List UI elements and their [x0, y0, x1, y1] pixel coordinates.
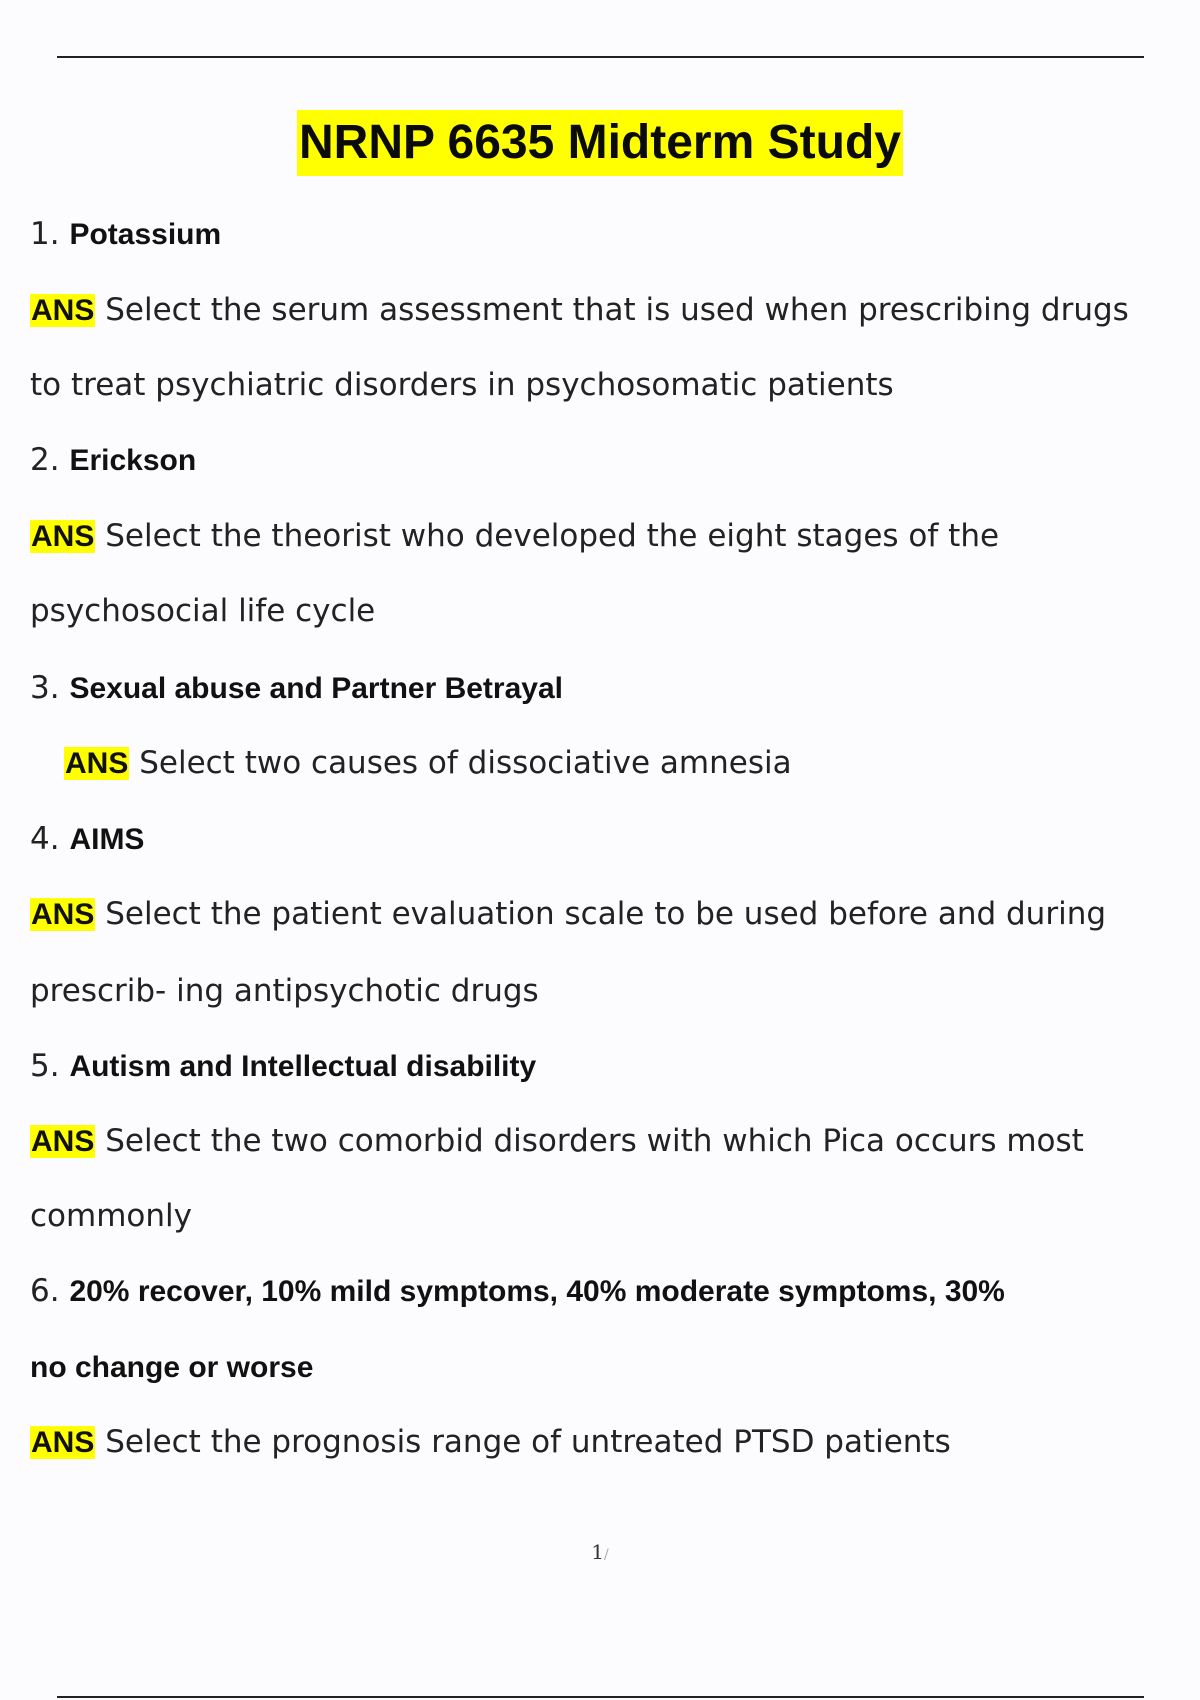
answer-text: Select the patient evaluation scale to be used before and during: [105, 896, 1107, 932]
answer-text: to treat psychiatric disorders in psychosomatic patients: [30, 367, 894, 403]
question-text: Potassium: [69, 218, 222, 251]
ans-highlight: ANS: [31, 520, 95, 553]
ans-highlight: ANS: [31, 294, 95, 327]
answer-1-line-2: [30, 365, 894, 405]
page-number-separator: /: [604, 1547, 609, 1563]
question-text: no change or worse: [30, 1351, 314, 1384]
footer-rule: [57, 1696, 1144, 1698]
question-4: [30, 819, 144, 860]
question-6-line-1: [30, 1271, 1005, 1312]
question-6-line-2: [30, 1347, 313, 1388]
question-2: [30, 440, 196, 481]
question-3: [30, 668, 563, 709]
answer-text: commonly: [30, 1198, 192, 1234]
answer-4-line-2: [30, 971, 539, 1011]
question-number: 2.: [30, 442, 60, 478]
question-text: Sexual abuse and Partner Betrayal: [69, 672, 563, 705]
question-number: 1.: [30, 216, 60, 252]
answer-2-line-2: [30, 591, 375, 631]
answer-1-line-1: [30, 290, 1129, 331]
question-text: Erickson: [69, 444, 197, 477]
question-number: 3.: [30, 670, 60, 706]
answer-text: Select the two comorbid disorders with which Pica occurs most: [105, 1123, 1084, 1159]
answer-text: Select the prognosis range of untreated PTSD patients: [105, 1424, 951, 1460]
question-text: 20% recover, 10% mild symptoms, 40% moderate symptoms, 30%: [69, 1275, 1005, 1308]
question-text: Autism and Intellectual disability: [69, 1050, 537, 1083]
question-number: 5.: [30, 1048, 60, 1084]
question-text: AIMS: [69, 823, 145, 856]
question-number: 4.: [30, 821, 60, 857]
page-number-value: 1: [591, 1540, 604, 1564]
header-rule: [57, 56, 1144, 58]
answer-2-line-1: [30, 516, 999, 557]
ans-highlight: ANS: [31, 1426, 95, 1459]
answer-text: psychosocial life cycle: [30, 593, 376, 629]
answer-5-line-1: [30, 1121, 1084, 1162]
answer-text: Select two causes of dissociative amnesia: [139, 745, 792, 781]
ans-highlight: ANS: [31, 1125, 95, 1158]
document-title: NRNP 6635 Midterm Study: [297, 110, 903, 176]
answer-3-line-1: [64, 743, 792, 784]
answer-text: prescrib- ing antipsychotic drugs: [30, 973, 539, 1009]
question-number: 6.: [30, 1273, 60, 1309]
question-1: [30, 214, 221, 255]
question-5: [30, 1046, 536, 1087]
answer-6-line-1: [30, 1422, 951, 1463]
answer-5-line-2: [30, 1196, 192, 1236]
answer-4-line-1: [30, 894, 1106, 935]
title-block: [0, 110, 1200, 176]
answer-text: Select the serum assessment that is used when prescribing drugs: [105, 292, 1129, 328]
ans-highlight: ANS: [65, 747, 129, 780]
page-number: [0, 1540, 1200, 1564]
answer-text: Select the theorist who developed the eight stages of the: [105, 518, 1000, 554]
ans-highlight: ANS: [31, 898, 95, 931]
